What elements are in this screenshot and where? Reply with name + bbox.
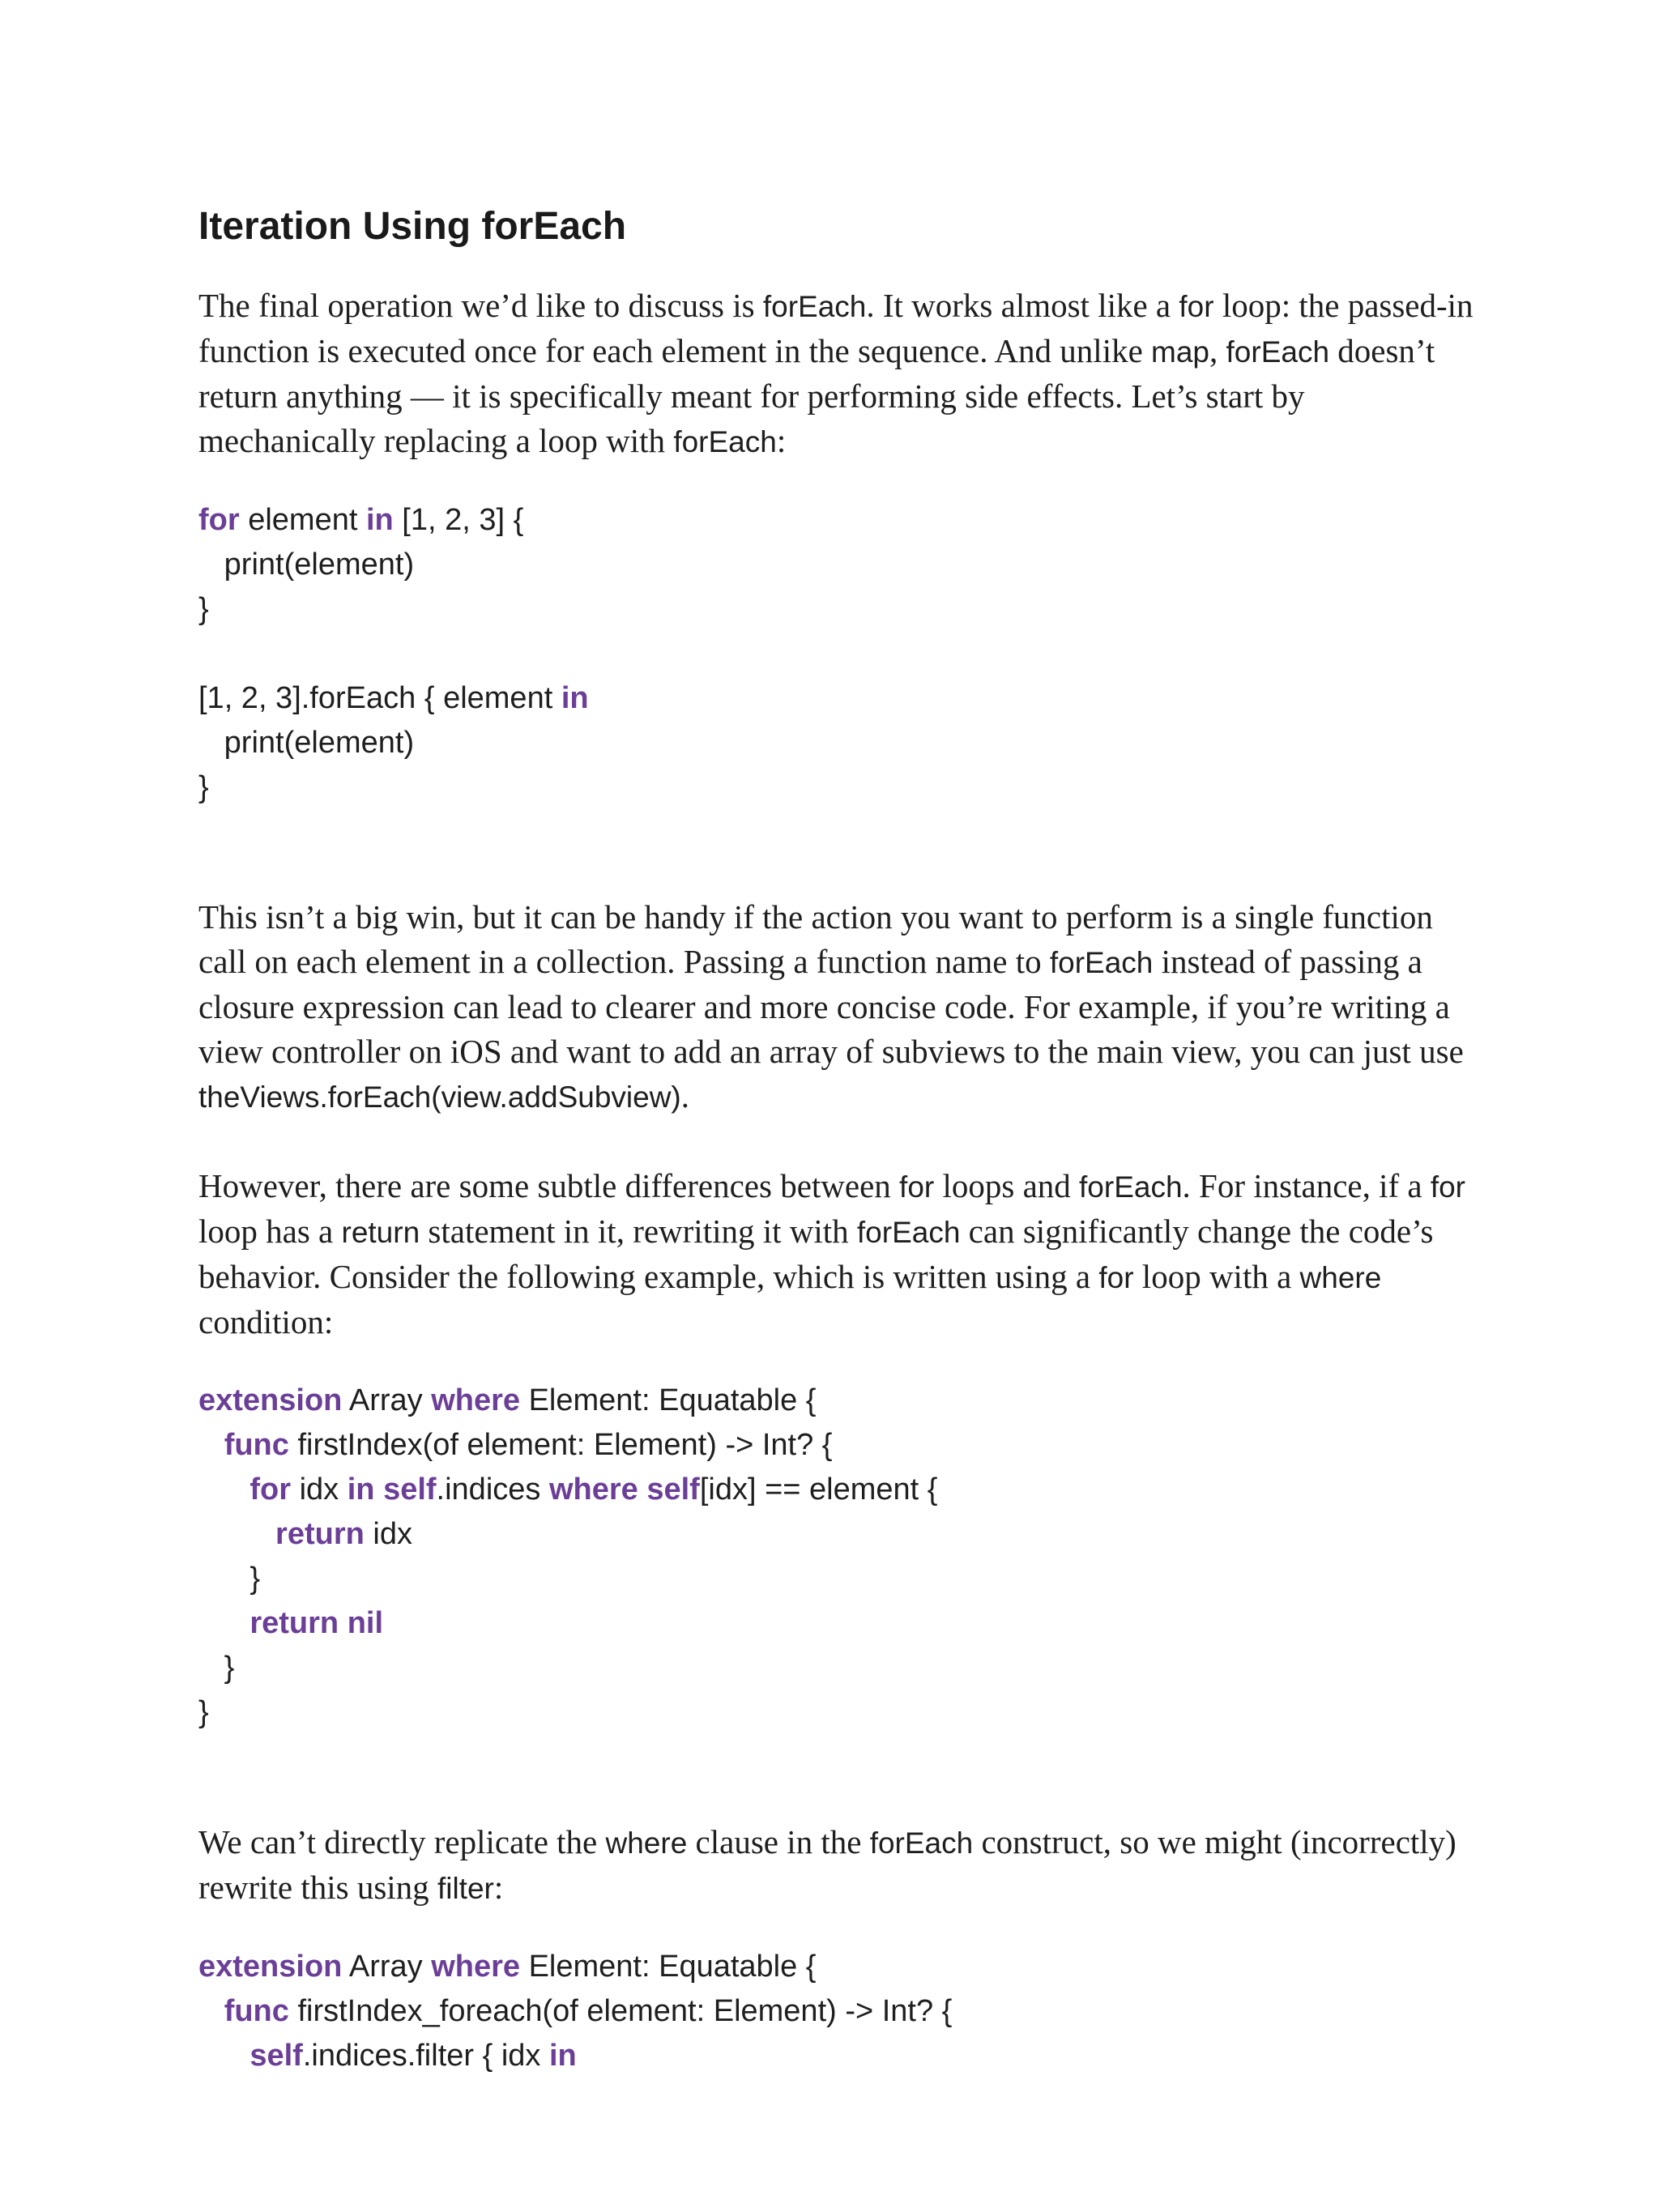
code-text [339,1606,348,1640]
inline-code: filter [437,1872,494,1905]
code-line: print(element) [198,548,415,582]
code-text: [1, 2, 3] { [393,503,524,537]
code-text: idx [364,1517,412,1551]
code-text: firstIndex(of element: Element) -> Int? { [288,1428,833,1462]
indent [198,1994,224,2028]
code-line [198,2034,1478,2078]
inline-code: for [1098,1261,1134,1294]
section-heading: Iteration Using forEach [198,205,627,248]
text-run: statement in it, rewriting it with [420,1213,857,1250]
inline-code: forEach [856,1216,961,1249]
keyword: return [249,1606,339,1640]
keyword: where [548,1473,638,1507]
paragraph-differences [198,1164,1478,1345]
code-text: [idx] == element { [699,1473,938,1507]
indent [198,1606,249,1640]
keyword: in [561,681,589,715]
text-run: The final operation we’d like to discuss is [198,287,763,324]
text-run: loops and [934,1167,1080,1204]
inline-code: forEach [673,425,777,458]
keyword: in [365,503,394,537]
text-run: clause in the [687,1823,870,1860]
keyword: self [646,1473,700,1507]
inline-code: where [605,1826,688,1860]
text-run: condition: [198,1303,334,1340]
code-text: Array [342,1950,432,1984]
code-line [198,1601,1478,1646]
code-text [375,1473,384,1507]
text-run: construct, so we might (incorrectly) rewrite this using [198,1823,1456,1906]
code-text: .indices [436,1473,549,1507]
keyword: nil [347,1606,384,1640]
inline-code: theViews.forEach(view.addSubview) [198,1080,681,1114]
text-run: can significantly change the code’s behavior. Consider the following example, which is written using a [198,1213,1434,1295]
inline-code: where [1299,1261,1382,1294]
text-run: loop has a [198,1213,342,1250]
keyword: func [224,1428,289,1462]
code-block-first-index-foreach [198,1945,1478,2078]
text-run: doesn’t return anything — it is specifically meant for performing side effects. Let’s start by mechanically replacing a loop with [198,332,1435,459]
inline-code: return [341,1216,420,1249]
inline-code: for [1430,1170,1466,1204]
code-text: element [239,503,366,537]
keyword: extension [198,1383,343,1417]
keyword: func [224,1994,289,2028]
keyword: for [198,503,240,537]
indent [198,1473,249,1507]
code-line: } [198,1651,235,1685]
keyword: where [431,1383,521,1417]
keyword: where [431,1950,521,1984]
code-text: Element: Equatable { [520,1383,817,1417]
text-run: instead of passing a closure expression can lead to clearer and more concise code. For example, if you’re writing a view controller on iOS and want to add an array of subviews to the main view, you can just use [198,943,1464,1070]
inline-code: map [1151,335,1210,369]
keyword: self [383,1473,437,1507]
indent [198,2039,249,2073]
code-text: idx [291,1473,348,1507]
code-text: firstIndex_foreach(of element: Element) -> Int? { [288,1994,953,2028]
text-run: We can’t directly replicate the [198,1823,606,1860]
inline-code: forEach [1079,1170,1183,1204]
paragraph-filter [198,1820,1478,1911]
code-block-first-index [198,1379,1478,1735]
code-blank-line [198,632,1478,676]
code-line: } [198,592,209,626]
inline-code: forEach [1226,335,1330,369]
text-run: loop with a [1133,1258,1300,1295]
code-line [198,498,1478,543]
inline-code: forEach [869,1826,974,1860]
text-run: This isn’t a big win, but it can be handy if the action you want to perform is a single function call on each element in a collection. Passing a function name to [198,898,1433,980]
text-run: . For instance, if a [1182,1167,1431,1204]
inline-code: for [899,1170,935,1204]
code-text: [1, 2, 3].forEach { element [198,681,561,715]
code-line: } [198,770,209,804]
code-line: } [198,1695,209,1729]
code-text: .indices.filter { idx [302,2039,549,2073]
code-line [198,1379,1478,1423]
keyword: in [347,1473,375,1507]
keyword: self [249,2039,303,2073]
code-block-for-loop [198,498,1478,810]
text-run: : [493,1869,504,1906]
indent [198,1428,224,1462]
indent [198,1517,275,1551]
keyword: in [548,2039,577,2073]
code-line [198,1468,1478,1512]
paragraph-handy [198,895,1478,1119]
code-text: Element: Equatable { [520,1950,817,1984]
text-run: : [776,422,787,459]
intro-paragraph [198,283,1478,464]
text-run: . It works almost like a [866,287,1179,324]
document-page [198,194,1478,2078]
keyword: return [275,1517,365,1551]
inline-code: for [1179,290,1214,323]
code-line [198,1945,1478,1989]
keyword: for [249,1473,292,1507]
code-line [198,1423,1478,1468]
code-line [198,1989,1478,2034]
text-run: , [1209,332,1226,369]
code-text [638,1473,647,1507]
code-line [198,676,1478,721]
inline-code: forEach [1049,946,1154,979]
code-line [198,1512,1478,1557]
code-line: print(element) [198,726,415,760]
text-run: However, there are some subtle differences between [198,1167,900,1204]
code-text: Array [342,1383,432,1417]
text-run: . [680,1077,689,1115]
code-line: } [198,1562,261,1596]
inline-code: forEach [762,290,867,323]
keyword: extension [198,1950,343,1984]
text-run: loop: the passed-in function is executed once for each element in the sequence. And unlike [198,287,1473,369]
